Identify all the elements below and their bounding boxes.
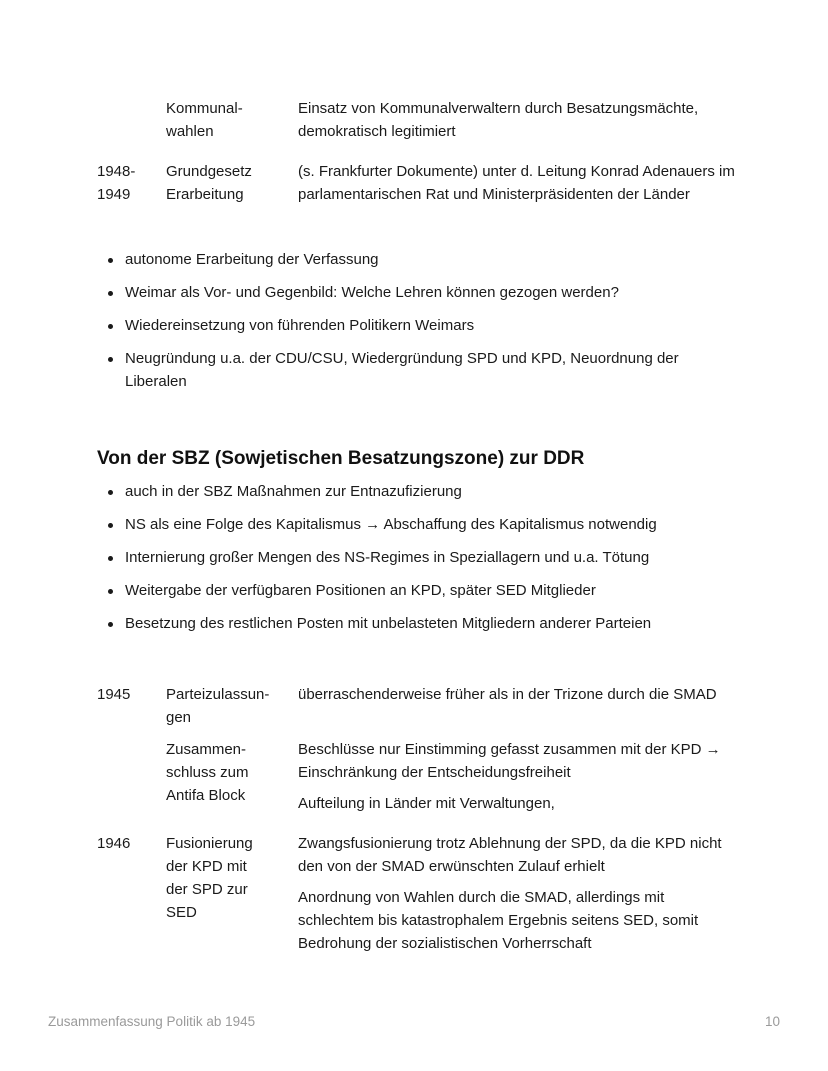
- desc-paragraph: überraschenderweise früher als in der Trizone durch die SMAD: [298, 686, 717, 703]
- table-desc-cell: [298, 832, 738, 955]
- desc-paragraph: (s. Frankfurter Dokumente) unter d. Leitung Konrad Adenauers im parlamentarischen Rat und Ministerpräsidenten der Länder: [298, 163, 735, 203]
- topic-text-line: der KPD mit: [166, 858, 247, 875]
- table-topic-cell: [166, 683, 286, 729]
- list-item: Weimar als Vor- und Gegenbild: Welche Lehren können gezogen werden?: [0, 281, 715, 304]
- table-year-cell: [97, 832, 157, 855]
- topic-text-line: Grundgesetz: [166, 163, 252, 180]
- list-item: autonome Erarbeitung der Verfassung: [0, 248, 715, 271]
- year-text: 1946: [97, 835, 131, 852]
- table-desc-cell: [298, 738, 738, 815]
- desc-paragraph: Beschlüsse nur Einstimming gefasst zusammen mit der KPD → Einschränkung der Entscheidungsfreiheit: [298, 741, 721, 781]
- list-item: NS als eine Folge des Kapitalismus → Abschaffung des Kapitalismus notwendig: [0, 513, 715, 536]
- page-number: 10: [764, 1014, 780, 1029]
- table-year-cell: [97, 683, 157, 706]
- table-topic-cell: [166, 738, 286, 807]
- bullet-list: [0, 248, 828, 393]
- footer-title: Zusammenfassung Politik ab 1945: [48, 1014, 256, 1029]
- table-desc-cell: [298, 160, 738, 206]
- topic-text-line: wahlen: [166, 123, 214, 140]
- desc-paragraph: Einsatz von Kommunalverwaltern durch Besatzungsmächte, demokratisch legitimiert: [298, 100, 699, 140]
- topic-text-line: schluss zum: [166, 764, 249, 781]
- table-year-cell: [97, 160, 157, 206]
- section-heading: Von der SBZ (Sowjetischen Besatzungszone) zur DDR: [97, 448, 585, 469]
- topic-text-line: gen: [166, 709, 192, 726]
- list-item: Weitergabe der verfügbaren Positionen an KPD, später SED Mitglieder: [0, 579, 715, 602]
- desc-paragraph: Anordnung von Wahlen durch die SMAD, allerdings mit schlechtem bis katastrophalem Ergebnis seitens SED, somit Bedrohung der sozialistischen Vorherrschaft: [298, 889, 699, 952]
- year-text: 1945: [97, 686, 131, 703]
- list-item: auch in der SBZ Maßnahmen zur Entnazufizierung: [0, 480, 715, 503]
- list-item: Besetzung des restlichen Posten mit unbelasteten Mitgliedern anderer Parteien: [0, 612, 715, 635]
- topic-text-line: Fusionierung: [166, 835, 253, 852]
- topic-text-line: SED: [166, 904, 197, 921]
- topic-text-line: Zusammen-: [166, 741, 247, 758]
- topic-text-line: Parteizulassun-: [166, 686, 270, 703]
- year-text-line: 1948-: [97, 163, 136, 180]
- year-text-line: 1949: [97, 186, 131, 203]
- table-topic-cell: [166, 97, 286, 143]
- list-item: Internierung großer Mengen des NS-Regimes in Speziallagern und u.a. Tötung: [0, 546, 715, 569]
- topic-text-line: Kommunal-: [166, 100, 243, 117]
- table-topic-cell: [166, 832, 286, 924]
- table-desc-cell: [298, 97, 738, 143]
- bullet-list: [0, 480, 828, 635]
- desc-paragraph: Aufteilung in Länder mit Verwaltungen,: [298, 795, 555, 812]
- topic-text-line: Antifa Block: [166, 787, 246, 804]
- topic-text-line: Erarbeitung: [166, 186, 244, 203]
- desc-paragraph: Zwangsfusionierung trotz Ablehnung der SPD, da die KPD nicht den von der SMAD erwünschten Zulauf erhielt: [298, 835, 722, 875]
- table-desc-cell: [298, 683, 738, 706]
- topic-text-line: der SPD zur: [166, 881, 248, 898]
- table-topic-cell: [166, 160, 286, 206]
- list-item: Neugründung u.a. der CDU/CSU, Wiedergründung SPD und KPD, Neuordnung der Liberalen: [0, 347, 715, 393]
- list-item: Wiedereinsetzung von führenden Politikern Weimars: [0, 314, 715, 337]
